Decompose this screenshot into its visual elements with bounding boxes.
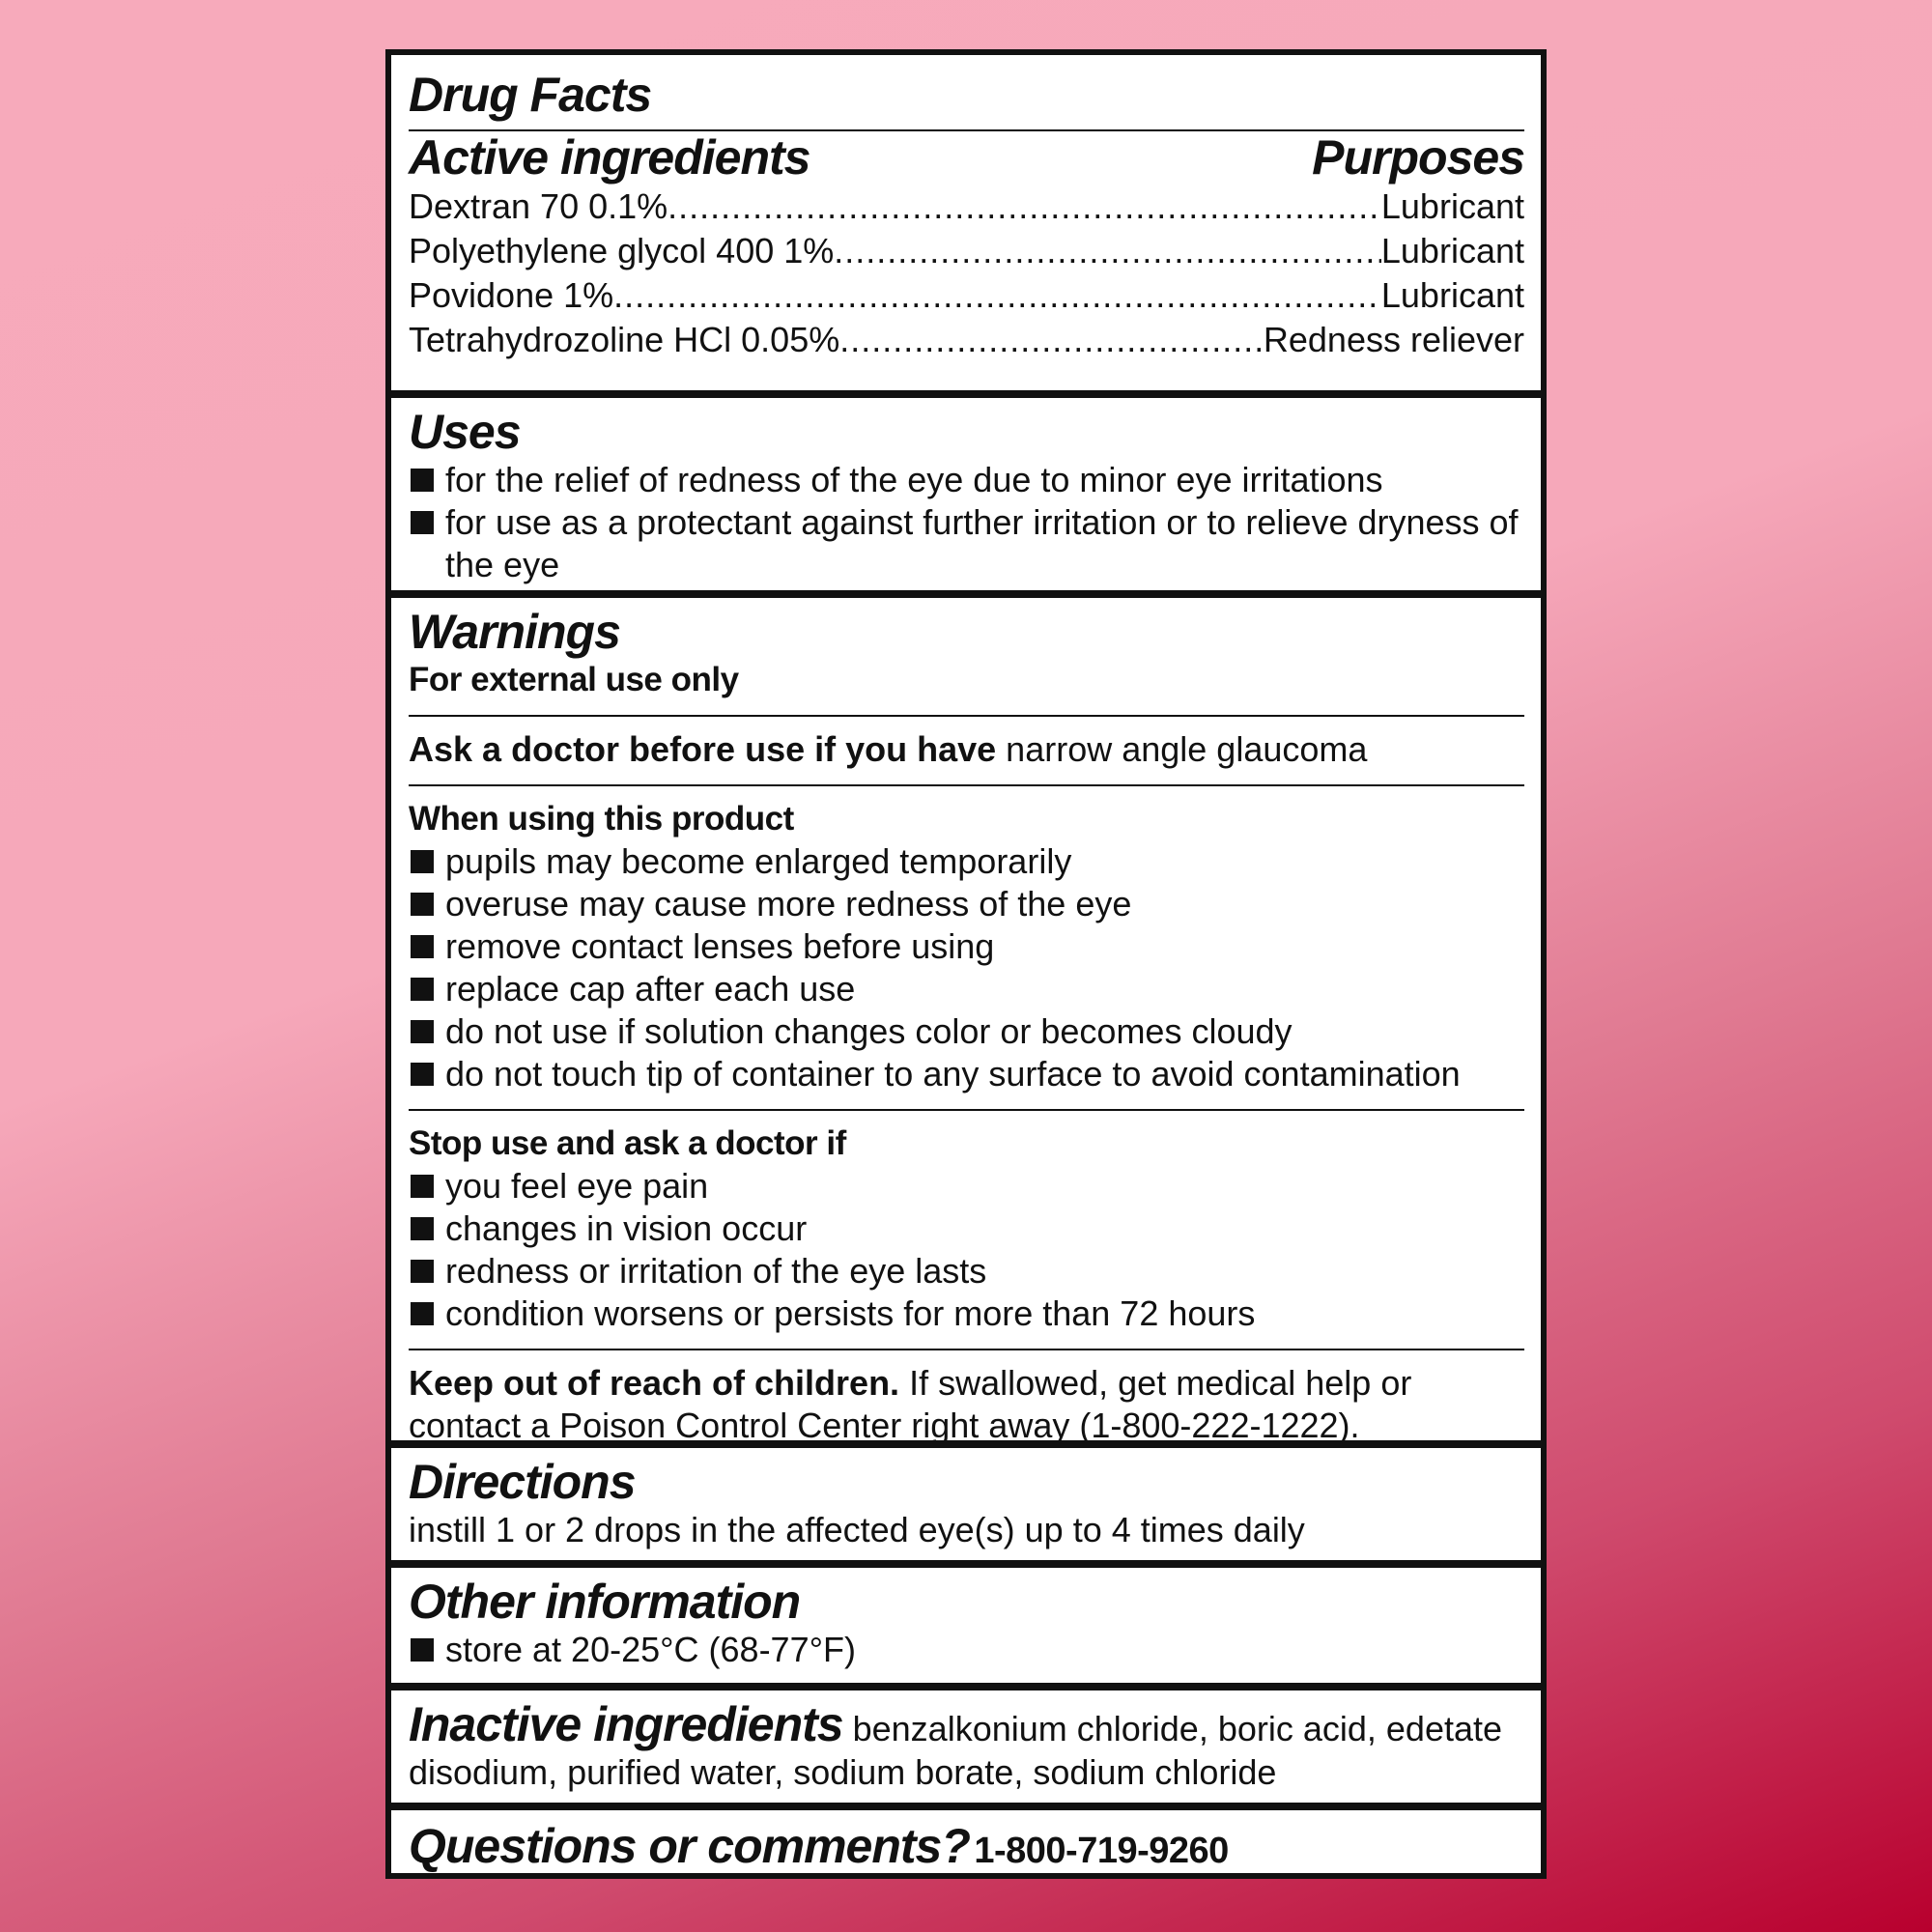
- bullet-square-icon: [411, 1260, 434, 1283]
- bullet-text: condition worsens or persists for more than 72 hours: [445, 1293, 1256, 1334]
- bullet-text: overuse may cause more redness of the eye: [445, 884, 1132, 924]
- bullet-text: do not touch tip of container to any surface to avoid contamination: [445, 1054, 1461, 1094]
- ingredient-purpose: Redness reliever: [1263, 320, 1524, 359]
- dot-leader: [839, 318, 1264, 362]
- stop-use-heading: Stop use and ask a doctor if: [409, 1124, 846, 1163]
- bullet-text: do not use if solution changes color or becomes cloudy: [445, 1011, 1293, 1052]
- ask-doctor-rest: narrow angle glaucoma: [996, 729, 1368, 770]
- ingredient-name: Povidone 1%: [409, 275, 614, 315]
- ingredient-name: Dextran 70 0.1%: [409, 186, 668, 226]
- bullet-text: you feel eye pain: [445, 1166, 709, 1207]
- drug-facts-panel: [385, 49, 1547, 1879]
- questions-phone: 1-800-719-9260: [974, 1831, 1229, 1872]
- uses-section: [391, 390, 1541, 590]
- inactive-ingredients-text: [409, 1698, 1524, 1794]
- bullet-item: [409, 501, 1524, 586]
- directions-section: [391, 1440, 1541, 1560]
- bullet-item: [409, 459, 1524, 501]
- bullet-square-icon: [411, 1175, 434, 1198]
- other-info-section: [391, 1560, 1541, 1684]
- external-use-text: For external use only: [409, 661, 739, 699]
- ingredient-purpose: Lubricant: [1380, 231, 1524, 270]
- active-ingredients-heading: Active ingredients: [409, 130, 810, 185]
- bullet-text: redness or irritation of the eye lasts: [445, 1251, 987, 1292]
- bullet-item: [409, 1010, 1524, 1053]
- bullet-square-icon: [411, 511, 434, 534]
- bullet-square-icon: [411, 893, 434, 916]
- bullet-text: for the relief of redness of the eye due to minor eye irritations: [445, 459, 1383, 499]
- ask-doctor-text: [409, 715, 1524, 771]
- drug-facts-title: Drug Facts: [409, 68, 652, 122]
- bullet-square-icon: [411, 1638, 434, 1662]
- ingredient-purpose: Lubricant: [1380, 275, 1524, 315]
- bullet-item: [409, 883, 1524, 925]
- warnings-section: [391, 590, 1541, 1446]
- bullet-square-icon: [411, 1217, 434, 1240]
- stop-use-block: [409, 1109, 1524, 1335]
- bullet-item: [409, 1629, 1524, 1671]
- purposes-heading: Purposes: [1312, 130, 1524, 185]
- questions-section: [391, 1803, 1541, 1873]
- dot-leader: [613, 273, 1381, 318]
- bullet-square-icon: [411, 1020, 434, 1043]
- uses-heading: Uses: [409, 404, 521, 459]
- bullet-square-icon: [411, 469, 434, 492]
- questions-heading: Questions or comments?: [409, 1819, 970, 1874]
- stop-use-list: [409, 1165, 1524, 1335]
- keep-out-rest: If swallowed, get medical help or contact a Poison Control Center right away (1-800-222-1222).: [409, 1363, 1412, 1446]
- bullet-text: replace cap after each use: [445, 969, 856, 1009]
- inactive-ingredients-section: [391, 1683, 1541, 1803]
- bullet-item: [409, 1165, 1524, 1208]
- inactive-ingredients-heading: Inactive ingredients: [409, 1697, 843, 1752]
- when-using-list: [409, 840, 1524, 1095]
- other-info-list: [409, 1629, 1524, 1671]
- bullet-square-icon: [411, 978, 434, 1001]
- keep-out-bold: Keep out of reach of children.: [409, 1363, 900, 1404]
- bullet-item: [409, 925, 1524, 968]
- bullet-item: [409, 1208, 1524, 1250]
- bullet-text: for use as a protectant against further irritation or to relieve dryness of the eye: [445, 501, 1519, 584]
- uses-list: [409, 459, 1524, 586]
- bullet-item: [409, 1053, 1524, 1095]
- active-ingredients-section: [391, 55, 1541, 390]
- ingredient-row: [409, 318, 1524, 362]
- dot-leader: [834, 229, 1381, 273]
- bullet-square-icon: [411, 935, 434, 958]
- bullet-text: remove contact lenses before using: [445, 926, 995, 967]
- ask-doctor-bold: Ask a doctor before use if you have: [409, 729, 997, 770]
- directions-text: instill 1 or 2 drops in the affected eye(s) up to 4 times daily: [409, 1510, 1305, 1550]
- bullet-text: changes in vision occur: [445, 1208, 808, 1249]
- ingredient-row: [409, 185, 1524, 229]
- directions-heading: Directions: [409, 1455, 636, 1510]
- ingredient-name: Tetrahydrozoline HCl 0.05%: [409, 320, 840, 359]
- bullet-text: pupils may become enlarged temporarily: [445, 841, 1072, 882]
- when-using-heading: When using this product: [409, 800, 794, 838]
- keep-out-text: [409, 1349, 1524, 1447]
- bullet-item: [409, 968, 1524, 1010]
- other-info-heading: Other information: [409, 1574, 801, 1629]
- bullet-square-icon: [411, 1302, 434, 1325]
- inactive-ingredients-list: benzalkonium chloride, boric acid, edetate disodium, purified water, sodium borate, sodium chloride: [409, 1709, 1503, 1793]
- bullet-square-icon: [411, 1063, 434, 1086]
- bullet-text: store at 20-25°C (68-77°F): [445, 1629, 856, 1669]
- ingredient-list: [409, 185, 1524, 362]
- ingredient-row: [409, 229, 1524, 273]
- warnings-heading: Warnings: [409, 605, 620, 660]
- ingredient-purpose: Lubricant: [1380, 186, 1524, 226]
- bullet-item: [409, 840, 1524, 883]
- ingredient-name: Polyethylene glycol 400 1%: [409, 231, 835, 270]
- bullet-item: [409, 1293, 1524, 1335]
- ingredient-row: [409, 273, 1524, 318]
- active-ingredients-header: [409, 129, 1524, 185]
- when-using-block: [409, 784, 1524, 1095]
- dot-leader: [668, 185, 1381, 229]
- bullet-square-icon: [411, 850, 434, 873]
- bullet-item: [409, 1250, 1524, 1293]
